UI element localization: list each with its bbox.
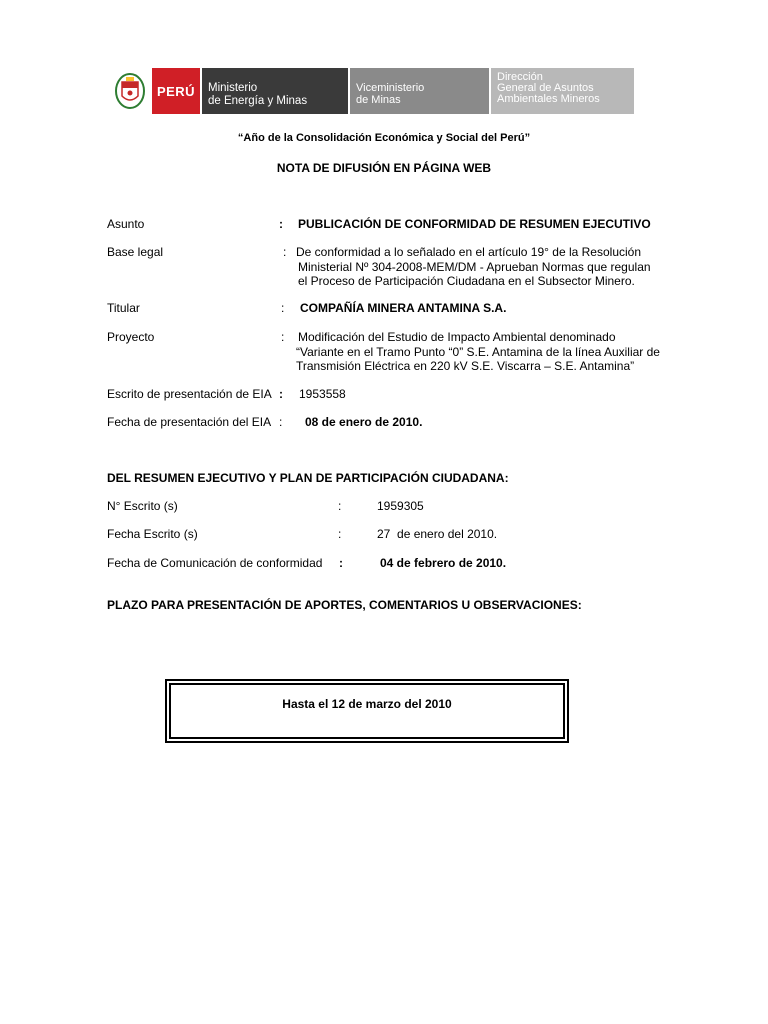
section-plazo-title: PLAZO PARA PRESENTACIÓN DE APORTES, COMENTARIOS U OBSERVACIONES: [107,598,582,612]
ministerio-line2: de Energía y Minas [208,95,308,107]
base-legal-line2: Ministerial Nº 304-2008-MEM/DM - Aprueban Normas que regulan [298,260,651,274]
proyecto-label: Proyecto [107,330,155,344]
fecha-presentacion-value: 08 de enero de 2010. [305,415,423,429]
titular-colon: : [281,301,285,315]
coat-of-arms-icon [112,68,152,114]
fecha-comunicacion-value: 04 de febrero de 2010. [380,556,507,570]
numero-escrito-label: N° Escrito (s) [107,499,178,513]
deadline-text: Hasta el 12 de marzo del 2010 [282,697,452,711]
numero-escrito-colon: : [338,499,342,513]
document-title: NOTA DE DIFUSIÓN EN PÁGINA WEB [276,161,492,175]
proyecto-colon: : [281,330,285,344]
peru-label: PERÚ [152,68,200,114]
direccion-line3: Ambientales Mineros [497,93,600,105]
numero-escrito-value: 1959305 [377,499,424,513]
escrito-label: Escrito de presentación de EIA [107,387,272,401]
titular-label: Titular [107,301,140,315]
escrito-value: 1953558 [299,387,346,401]
fecha-presentacion-label: Fecha de presentación del EIA [107,415,272,429]
proyecto-line1: Modificación del Estudio de Impacto Ambiental denominado [298,330,616,344]
fecha-escrito-label: Fecha Escrito (s) [107,527,198,541]
fecha-escrito-colon: : [338,527,342,541]
base-legal-line1: De conformidad a lo señalado en el artículo 19° de la Resolución [296,245,642,259]
proyecto-line2: “Variante en el Tramo Punto “0” S.E. Antamina de la línea Auxiliar de [296,345,660,359]
asunto-colon: : [279,217,283,231]
base-legal-colon: : [283,245,287,259]
direccion-block [489,68,634,114]
deadline-box [169,683,565,739]
year-motto: “Año de la Consolidación Económica y Social del Perú” [237,132,531,144]
asunto-label: Asunto [107,217,145,231]
direccion-line2: General de Asuntos [497,82,594,94]
escrito-colon: : [279,387,283,401]
ministerio-block [200,68,348,114]
proyecto-line3: Transmisión Eléctrica en 220 kV S.E. Viscarra – S.E. Antamina” [296,359,635,373]
base-legal-label: Base legal [107,245,164,259]
fecha-comunicacion-colon: : [339,556,343,570]
base-legal-line3: el Proceso de Participación Ciudadana en el Subsector Minero. [298,274,635,288]
viceministerio-line2: de Minas [356,94,401,106]
direccion-line1: Dirección [497,71,543,83]
fecha-comunicacion-label: Fecha de Comunicación de conformidad [107,556,323,570]
viceministerio-block [348,68,489,114]
fecha-escrito-value: 27 de enero del 2010. [377,527,498,541]
fecha-presentacion-colon: : [279,415,283,429]
ministerio-line1: Ministerio [208,82,258,94]
header-banner [112,68,634,114]
section-resumen-title: DEL RESUMEN EJECUTIVO Y PLAN DE PARTICIPACIÓN CIUDADANA: [107,471,509,485]
viceministerio-line1: Viceministerio [356,82,425,94]
asunto-value: PUBLICACIÓN DE CONFORMIDAD DE RESUMEN EJECUTIVO [298,217,651,231]
titular-value: COMPAÑÍA MINERA ANTAMINA S.A. [300,301,507,315]
